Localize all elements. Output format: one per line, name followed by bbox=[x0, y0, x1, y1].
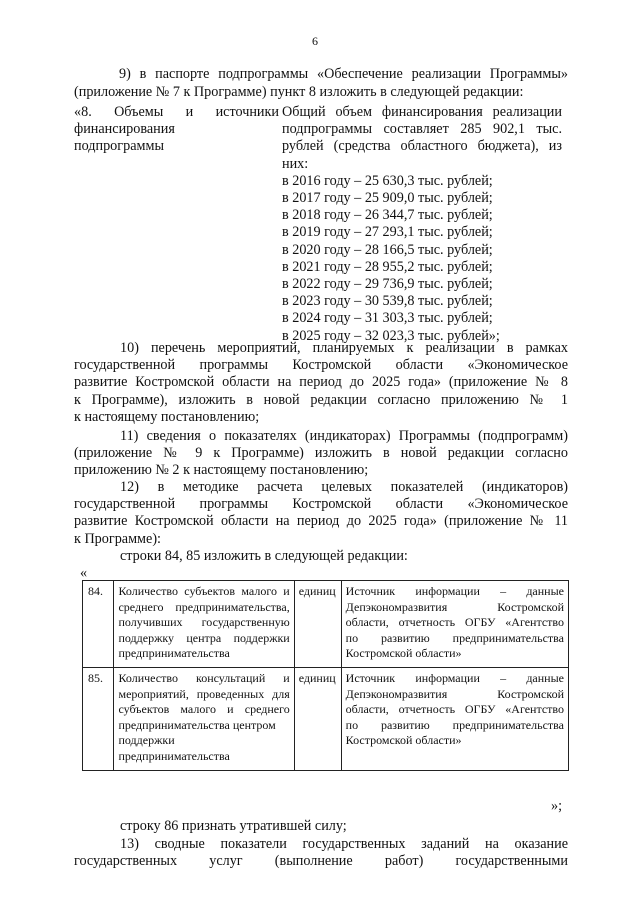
page-number: 6 bbox=[312, 34, 318, 48]
indicator-table bbox=[82, 580, 569, 771]
indicator-source: Источник информации – данные Депэкономразвития Костромской области, отчетность ОГБУ «Агентство по развитию предпринимательства Костромской области» bbox=[341, 667, 568, 770]
table-row bbox=[83, 581, 569, 668]
indicator-unit: единиц bbox=[294, 581, 341, 668]
item11-paragraph: 11) сведения о показателях (индикаторах) Программы (подпрограмм) (приложение № 9 к Программе) изложить в новой редакции согласно приложению № 2 к настоящему постановлению; bbox=[74, 428, 568, 479]
table-row bbox=[83, 667, 569, 770]
indicator-name: Количество консультаций и мероприятий, проведенных для субъектов малого и среднего предпринимательства центром поддержки предпринимательства bbox=[114, 667, 294, 770]
funding-year-item: в 2016 году – 25 630,3 тыс. рублей; bbox=[282, 172, 493, 189]
close-quote: »; bbox=[551, 798, 563, 814]
funding-year-item: в 2023 году – 30 539,8 тыс. рублей; bbox=[282, 293, 493, 310]
funding-year-item: в 2019 году – 27 293,1 тыс. рублей; bbox=[282, 224, 493, 241]
funding-year-item: в 2022 году – 29 736,9 тыс. рублей; bbox=[282, 276, 493, 293]
passport-label-line: подпрограммы bbox=[74, 138, 164, 155]
passport-value-line: подпрограммы составляет 285 902,1 тыс. bbox=[282, 121, 562, 138]
funding-year-item: в 2025 году – 32 023,3 тыс. рублей»; bbox=[282, 327, 500, 344]
passport-value-line: них: bbox=[282, 155, 309, 172]
funding-year-item: в 2018 году – 26 344,7 тыс. рублей; bbox=[282, 207, 493, 224]
passport-value bbox=[282, 104, 562, 345]
funding-year-item: в 2020 году – 28 166,5 тыс. рублей; bbox=[282, 241, 493, 258]
indicator-unit: единиц bbox=[294, 667, 341, 770]
funding-year-item: в 2021 году – 28 955,2 тыс. рублей; bbox=[282, 258, 493, 275]
passport-value-line: Общий объем финансирования реализации bbox=[282, 104, 562, 120]
passport-label bbox=[74, 104, 279, 156]
item9-line2: (приложение № 7 к Программе) пункт 8 изложить в следующей редакции: bbox=[74, 84, 524, 100]
passport-label-line: «8. Объемы и источники bbox=[74, 104, 279, 120]
item10-paragraph: 10) перечень мероприятий, планируемых к реализации в рамках государственной программы Костромской области «Экономическое развитие Костромской области на период до 2025 года» (приложение № 8 к Программе), изложить в новой редакции согласно приложению № 1 к настоящему постановлению; bbox=[74, 340, 568, 425]
row86-removal: строку 86 признать утратившей силу; bbox=[120, 818, 347, 834]
funding-year-item: в 2017 году – 25 909,0 тыс. рублей; bbox=[282, 190, 493, 207]
passport-label-line: финансирования bbox=[74, 121, 175, 138]
open-quote: « bbox=[80, 565, 88, 581]
passport-value-line: рублей (средства областного бюджета), из bbox=[282, 138, 562, 155]
row-number: 85. bbox=[83, 667, 114, 770]
indicator-name: Количество субъектов малого и среднего предпринимательства, получивших государственную поддержку центра поддержки предпринимательства bbox=[114, 581, 294, 668]
item9-line1: 9) в паспорте подпрограммы «Обеспечение реализации Программы» bbox=[119, 66, 568, 82]
item13-paragraph: 13) сводные показатели государственных заданий на оказание государственных услуг (выполнение работ) государственными bbox=[74, 836, 568, 870]
rows-intro: строки 84, 85 изложить в следующей редакции: bbox=[120, 548, 408, 564]
indicator-source: Источник информации – данные Депэкономразвития Костромской области, отчетность ОГБУ «Агентство по развитию предпринимательства Костромской области» bbox=[341, 581, 568, 668]
row-number: 84. bbox=[83, 581, 114, 668]
funding-year-item: в 2024 году – 31 303,3 тыс. рублей; bbox=[282, 310, 493, 327]
item12-paragraph: 12) в методике расчета целевых показателей (индикаторов) государственной программы Костромской области «Экономическое развитие Костромской области на период до 2025 года» (приложение № 11 к Программе): bbox=[74, 479, 568, 547]
